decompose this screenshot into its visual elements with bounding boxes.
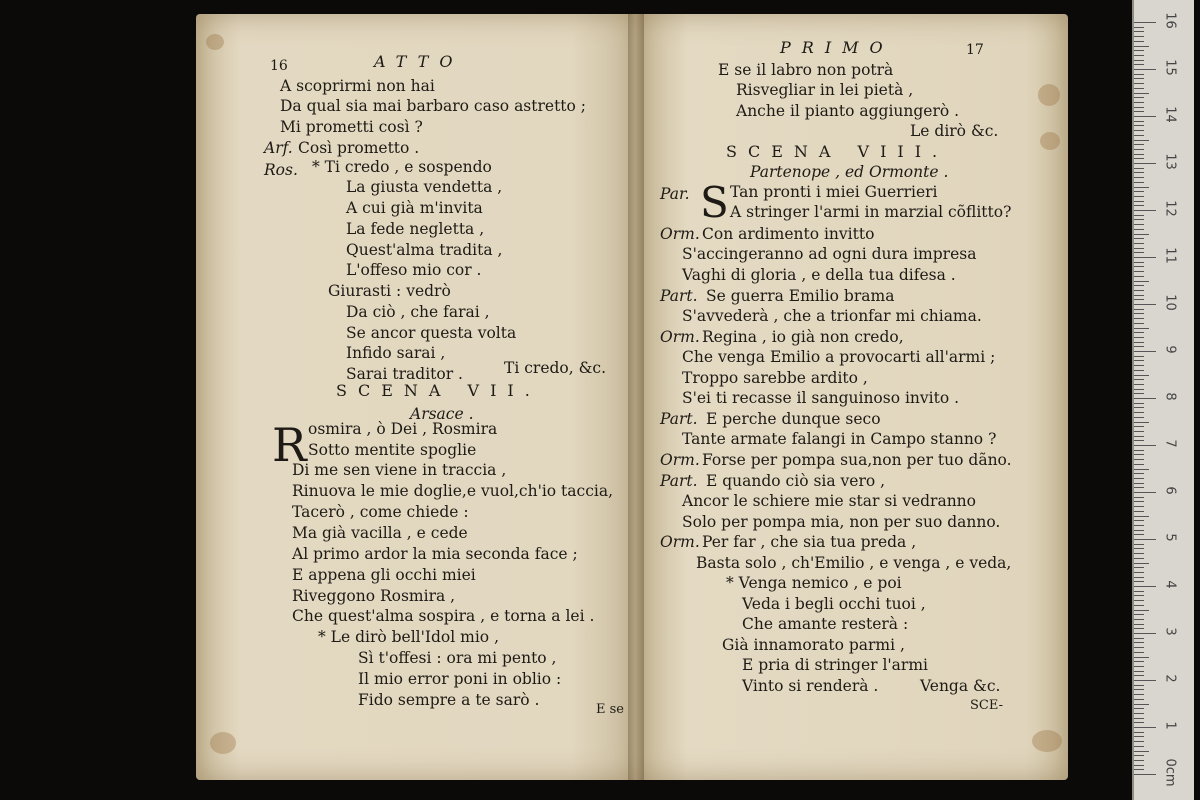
- ruler-label: 15: [1162, 59, 1178, 76]
- ruler-tick: [1134, 760, 1144, 761]
- ruler-label: 16: [1162, 12, 1178, 29]
- text-line: Troppo sarebbe ardito ,: [682, 369, 868, 387]
- character-heading: Arsace .: [410, 405, 474, 423]
- ruler-tick: [1134, 107, 1144, 108]
- text-line: Mi prometti così ?: [280, 118, 423, 136]
- ruler-tick: [1134, 295, 1144, 296]
- text-line: * Ti credo , e sospendo: [312, 158, 492, 176]
- ruler-tick: [1134, 375, 1149, 376]
- ruler-tick: [1134, 97, 1144, 98]
- text-line: osmira , ò Dei , Rosmira: [308, 420, 498, 438]
- ruler-tick: [1134, 163, 1156, 164]
- ruler-label: 14: [1162, 106, 1178, 123]
- ruler-tick: [1134, 50, 1144, 51]
- open-book: [196, 14, 1068, 780]
- text-line: Se ancor questa volta: [346, 324, 517, 342]
- ruler-tick: [1134, 516, 1149, 517]
- ruler-tick: [1134, 497, 1144, 498]
- speaker-label: Part.: [660, 287, 698, 305]
- ruler-tick: [1134, 727, 1156, 728]
- text-line: E quando ciò sia vero ,: [706, 472, 886, 490]
- ruler-tick: [1134, 158, 1144, 159]
- text-line: Infido sarai ,: [346, 344, 446, 362]
- ruler-tick: [1134, 172, 1144, 173]
- speaker-label: Orm.: [660, 533, 700, 551]
- ruler-label: 4: [1162, 580, 1178, 589]
- ruler-tick: [1134, 177, 1144, 178]
- ruler-label: 6: [1162, 486, 1178, 495]
- text-line: A scoprirmi non hai: [280, 77, 435, 95]
- ruler-tick: [1134, 506, 1144, 507]
- ruler-tick: [1134, 577, 1144, 578]
- ruler-tick: [1134, 210, 1156, 211]
- text-line: Basta solo , ch'Emilio , e venga , e veda,: [696, 554, 1012, 572]
- ruler-tick: [1134, 125, 1144, 126]
- ruler-tick: [1134, 469, 1149, 470]
- ruler-tick: [1134, 431, 1144, 432]
- ruler-tick: [1134, 525, 1144, 526]
- ruler-tick: [1134, 266, 1144, 267]
- ruler-tick: [1134, 398, 1156, 399]
- ruler-tick: [1134, 581, 1144, 582]
- ruler-tick: [1134, 478, 1144, 479]
- ruler-tick: [1134, 191, 1144, 192]
- right-page: [636, 14, 1068, 780]
- ruler-tick: [1134, 765, 1144, 766]
- ruler-tick: [1134, 290, 1144, 291]
- text-line: Quest'alma tradita ,: [346, 241, 503, 259]
- ruler-tick: [1134, 633, 1156, 634]
- text-line: Forse per pompa sua,non per tuo dãno.: [702, 451, 1012, 469]
- paper-stain: [1038, 84, 1060, 106]
- ruler-tick: [1134, 328, 1149, 329]
- ruler-tick: [1134, 271, 1144, 272]
- ruler-tick: [1134, 680, 1156, 681]
- ruler-tick: [1134, 78, 1144, 79]
- text-line: Fido sempre a te sarò .: [358, 691, 540, 709]
- text-line: E pria di stringer l'armi: [742, 656, 928, 674]
- ruler-tick: [1134, 74, 1144, 75]
- ruler-tick: [1134, 520, 1144, 521]
- ruler-tick: [1134, 708, 1144, 709]
- ruler-tick: [1134, 379, 1144, 380]
- ruler-tick: [1134, 238, 1144, 239]
- text-line: Che quest'alma sospira , e torna a lei .: [292, 607, 595, 625]
- page-number-left: 16: [270, 58, 288, 74]
- ruler-tick: [1134, 229, 1144, 230]
- text-line: E perche dunque seco: [706, 410, 881, 428]
- text-line: Che amante resterà :: [742, 615, 909, 633]
- ruler-tick: [1134, 140, 1149, 141]
- text-line: La fede negletta ,: [346, 220, 485, 238]
- ruler-tick: [1134, 642, 1144, 643]
- ruler-label: 11: [1162, 247, 1178, 264]
- text-line: Venga &c.: [920, 677, 1001, 695]
- ruler-tick: [1134, 41, 1144, 42]
- ruler-tick: [1134, 83, 1144, 84]
- ruler-tick: [1134, 31, 1144, 32]
- ruler-tick: [1134, 440, 1144, 441]
- ruler-tick: [1134, 530, 1144, 531]
- text-line: Da qual sia mai barbaro caso astretto ;: [280, 97, 587, 115]
- ruler-tick: [1134, 417, 1144, 418]
- ruler-tick: [1134, 36, 1144, 37]
- ruler-tick: [1134, 473, 1144, 474]
- text-line: Al primo ardor la mia seconda face ;: [292, 545, 578, 563]
- ruler-tick: [1134, 704, 1149, 705]
- text-line: La giusta vendetta ,: [346, 178, 503, 196]
- ruler-tick: [1134, 116, 1156, 117]
- ruler-tick: [1134, 657, 1149, 658]
- ruler-label: 10: [1162, 294, 1178, 311]
- ruler-tick: [1134, 685, 1144, 686]
- ruler-tick: [1134, 746, 1144, 747]
- ruler-tick: [1134, 196, 1144, 197]
- ruler-tick: [1134, 299, 1144, 300]
- ruler-tick: [1134, 713, 1144, 714]
- speaker-label: Ros.: [264, 161, 298, 179]
- ruler-tick: [1134, 318, 1144, 319]
- ruler-label: 7: [1162, 439, 1178, 448]
- ruler-tick: [1134, 450, 1144, 451]
- text-line: Sì t'offesi : ora mi pento ,: [358, 649, 557, 667]
- text-line: Il mio error poni in oblio :: [358, 670, 562, 688]
- ruler-tick: [1134, 234, 1149, 235]
- ruler-tick: [1134, 751, 1149, 752]
- ruler-tick: [1134, 356, 1144, 357]
- text-line: A cui già m'invita: [346, 199, 483, 217]
- ruler-tick: [1134, 360, 1144, 361]
- scene-heading: SCENA VIII.: [726, 142, 949, 161]
- ruler-tick: [1134, 422, 1149, 423]
- text-line: Sotto mentite spoglie: [308, 441, 477, 459]
- ruler-tick: [1134, 591, 1144, 592]
- ruler-tick: [1134, 389, 1144, 390]
- ruler-tick: [1134, 276, 1144, 277]
- ruler-tick: [1134, 774, 1156, 775]
- ruler-tick: [1134, 224, 1144, 225]
- text-line: Vaghi di gloria , e della tua difesa .: [682, 266, 956, 284]
- ruler-label: 13: [1162, 153, 1178, 170]
- text-line: Veda i begli occhi tuoi ,: [742, 595, 926, 613]
- ruler-tick: [1134, 605, 1144, 606]
- ruler-tick: [1134, 407, 1144, 408]
- ruler-tick: [1134, 93, 1149, 94]
- text-line: A stringer l'armi in marzial cõflitto?: [730, 203, 1012, 221]
- left-page: [196, 14, 638, 780]
- ruler-tick: [1134, 675, 1144, 676]
- ruler-tick: [1134, 365, 1144, 366]
- ruler-tick: [1134, 111, 1144, 112]
- ruler-tick: [1134, 88, 1144, 89]
- ruler-tick: [1134, 548, 1144, 549]
- ruler-tick: [1134, 135, 1144, 136]
- ruler-tick: [1134, 248, 1144, 249]
- text-line: Tacerò , come chiede :: [292, 503, 469, 521]
- paper-stain: [210, 732, 236, 754]
- ruler-tick: [1134, 671, 1144, 672]
- paper-stain: [206, 34, 224, 50]
- ruler-tick: [1134, 666, 1144, 667]
- ruler-tick: [1134, 60, 1144, 61]
- ruler-tick: [1134, 661, 1144, 662]
- speaker-label: Orm.: [660, 451, 700, 469]
- ruler-tick: [1134, 154, 1144, 155]
- ruler-tick: [1134, 694, 1144, 695]
- running-head-right: PRIMO: [780, 38, 894, 57]
- text-line: E appena gli occhi miei: [292, 566, 476, 584]
- paper-stain: [1032, 730, 1062, 752]
- text-line: Per far , che sia tua preda ,: [702, 533, 917, 551]
- text-line: Solo per pompa mia, non per suo danno.: [682, 513, 1001, 531]
- ruler-label: 3: [1162, 627, 1178, 636]
- text-line: Risvegliar in lei pietà ,: [736, 81, 914, 99]
- text-line: Rinuova le mie doglie,e vuol,ch'io taccia,: [292, 482, 614, 500]
- ruler-tick: [1134, 755, 1144, 756]
- ruler-tick: [1134, 487, 1144, 488]
- catchword: E se: [596, 702, 624, 717]
- text-line: * Venga nemico , e poi: [726, 574, 902, 592]
- ruler-tick: [1134, 351, 1156, 352]
- ruler-tick: [1134, 281, 1149, 282]
- ruler-tick: [1134, 370, 1144, 371]
- text-line: Tan pronti i miei Guerrieri: [730, 183, 938, 201]
- ruler-tick: [1134, 436, 1144, 437]
- ruler-tick: [1134, 539, 1156, 540]
- ruler-tick: [1134, 384, 1144, 385]
- ruler-tick: [1134, 69, 1156, 70]
- ruler-tick: [1134, 219, 1144, 220]
- speaker-label: Part.: [660, 472, 698, 490]
- measuring-ruler: [1132, 0, 1194, 800]
- text-line: Con ardimento invitto: [702, 225, 875, 243]
- text-line: Se guerra Emilio brama: [706, 287, 895, 305]
- running-head-left: ATTO: [374, 52, 464, 71]
- ruler-tick: [1134, 511, 1144, 512]
- ruler-tick: [1134, 304, 1156, 305]
- paper-stain: [1040, 132, 1060, 150]
- ruler-tick: [1134, 187, 1149, 188]
- text-line: S'avvederà , che a trionfar mi chiama.: [682, 307, 982, 325]
- ruler-tick: [1134, 403, 1144, 404]
- ruler-tick: [1134, 572, 1144, 573]
- ruler-label: 8: [1162, 392, 1178, 401]
- text-line: Ancor le schiere mie star si vedranno: [682, 492, 976, 510]
- ruler-tick: [1134, 483, 1144, 484]
- text-line: S'ei ti recasse il sanguinoso invito .: [682, 389, 960, 407]
- ruler-tick: [1134, 534, 1144, 535]
- ruler-tick: [1134, 722, 1144, 723]
- ruler-tick: [1134, 412, 1144, 413]
- ruler-tick: [1134, 652, 1144, 653]
- ruler-tick: [1134, 55, 1144, 56]
- text-line: Tante armate falangi in Campo stanno ?: [682, 430, 997, 448]
- ruler-tick: [1134, 168, 1144, 169]
- ruler-tick: [1134, 27, 1144, 28]
- ruler-tick: [1134, 323, 1144, 324]
- text-line: Anche il pianto aggiungerò .: [736, 102, 960, 120]
- ruler-tick: [1134, 309, 1144, 310]
- text-line: Regina , io già non credo,: [702, 328, 904, 346]
- ruler-tick: [1134, 346, 1144, 347]
- ruler-tick: [1134, 262, 1144, 263]
- ruler-tick: [1134, 313, 1144, 314]
- ruler-tick: [1134, 736, 1144, 737]
- ruler-tick: [1134, 46, 1149, 47]
- ruler-tick: [1134, 732, 1144, 733]
- ruler-tick: [1134, 558, 1144, 559]
- ruler-tick: [1134, 492, 1156, 493]
- ruler-tick: [1134, 102, 1144, 103]
- ruler-tick: [1134, 689, 1144, 690]
- text-line: Che venga Emilio a provocarti all'armi ;: [682, 348, 996, 366]
- ruler-tick: [1134, 426, 1144, 427]
- ruler-tick: [1134, 600, 1144, 601]
- ruler-tick: [1134, 563, 1149, 564]
- text-line: Sarai traditor .: [346, 365, 463, 383]
- ruler-tick: [1134, 624, 1144, 625]
- ruler-tick: [1134, 741, 1144, 742]
- book-gutter: [628, 14, 644, 780]
- text-line: Così prometto .: [298, 139, 420, 157]
- speaker-label: Orm.: [660, 225, 700, 243]
- ruler-tick: [1134, 342, 1144, 343]
- text-line: Le dirò &c.: [910, 122, 999, 140]
- ruler-label: 1: [1162, 721, 1178, 730]
- ruler-tick: [1134, 130, 1144, 131]
- scene-heading: SCENA VII.: [336, 381, 541, 400]
- ruler-tick: [1134, 243, 1144, 244]
- speaker-label: Orm.: [660, 328, 700, 346]
- text-line: Giurasti : vedrò: [328, 282, 451, 300]
- page-number-right: 17: [966, 42, 984, 58]
- speaker-label: Par.: [660, 185, 690, 203]
- ruler-tick: [1134, 201, 1144, 202]
- ruler-tick: [1134, 215, 1144, 216]
- text-line: Riveggono Rosmira ,: [292, 587, 456, 605]
- ruler-tick: [1134, 121, 1144, 122]
- ruler-tick: [1134, 337, 1144, 338]
- ruler-tick: [1134, 257, 1156, 258]
- ruler-tick: [1134, 628, 1144, 629]
- ruler-label: 9: [1162, 345, 1178, 354]
- ruler-tick: [1134, 647, 1144, 648]
- ruler-tick: [1134, 285, 1144, 286]
- text-line: Già innamorato parmi ,: [722, 636, 905, 654]
- text-line: Ti credo, &c.: [504, 359, 606, 377]
- ruler-tick: [1134, 699, 1144, 700]
- ruler-tick: [1134, 22, 1156, 23]
- ruler-tick: [1134, 454, 1144, 455]
- ruler-tick: [1134, 553, 1144, 554]
- ruler-tick: [1134, 252, 1144, 253]
- catchword: SCE-: [970, 698, 1003, 713]
- character-heading: Partenope , ed Ormonte .: [750, 163, 949, 181]
- text-line: Ma già vacilla , e cede: [292, 524, 468, 542]
- ruler-tick: [1134, 586, 1156, 587]
- ruler-tick: [1134, 205, 1144, 206]
- ruler-tick: [1134, 567, 1144, 568]
- ruler-tick: [1134, 393, 1144, 394]
- ruler-tick: [1134, 610, 1149, 611]
- ruler-tick: [1134, 638, 1144, 639]
- ruler-tick: [1134, 619, 1144, 620]
- ruler-tick: [1134, 614, 1144, 615]
- ruler-tick: [1134, 149, 1144, 150]
- ruler-label: 5: [1162, 533, 1178, 542]
- text-line: L'offeso mio cor .: [346, 261, 482, 279]
- text-line: * Le dirò bell'Idol mio ,: [318, 628, 499, 646]
- ruler-tick: [1134, 595, 1144, 596]
- ruler-tick: [1134, 64, 1144, 65]
- ruler-tick: [1134, 182, 1144, 183]
- text-line: S'accingeranno ad ogni dura impresa: [682, 245, 977, 263]
- drop-cap: R: [272, 418, 307, 472]
- ruler-tick: [1134, 332, 1144, 333]
- ruler-label: 2: [1162, 674, 1178, 683]
- ruler-tick: [1134, 144, 1144, 145]
- ruler-label: 0cm: [1162, 758, 1178, 787]
- text-line: Da ciò , che farai ,: [346, 303, 490, 321]
- ruler-tick: [1134, 769, 1144, 770]
- ruler-tick: [1134, 544, 1144, 545]
- ruler-tick: [1134, 445, 1156, 446]
- drop-cap: S: [700, 178, 729, 227]
- ruler-tick: [1134, 718, 1144, 719]
- text-line: Di me sen viene in traccia ,: [292, 461, 507, 479]
- ruler-label: 12: [1162, 200, 1178, 217]
- ruler-tick: [1134, 464, 1144, 465]
- ruler-tick: [1134, 501, 1144, 502]
- text-line: E se il labro non potrà: [718, 61, 894, 79]
- speaker-label: Arf.: [264, 139, 293, 157]
- text-line: Vinto si renderà .: [742, 677, 879, 695]
- ruler-tick: [1134, 459, 1144, 460]
- speaker-label: Part.: [660, 410, 698, 428]
